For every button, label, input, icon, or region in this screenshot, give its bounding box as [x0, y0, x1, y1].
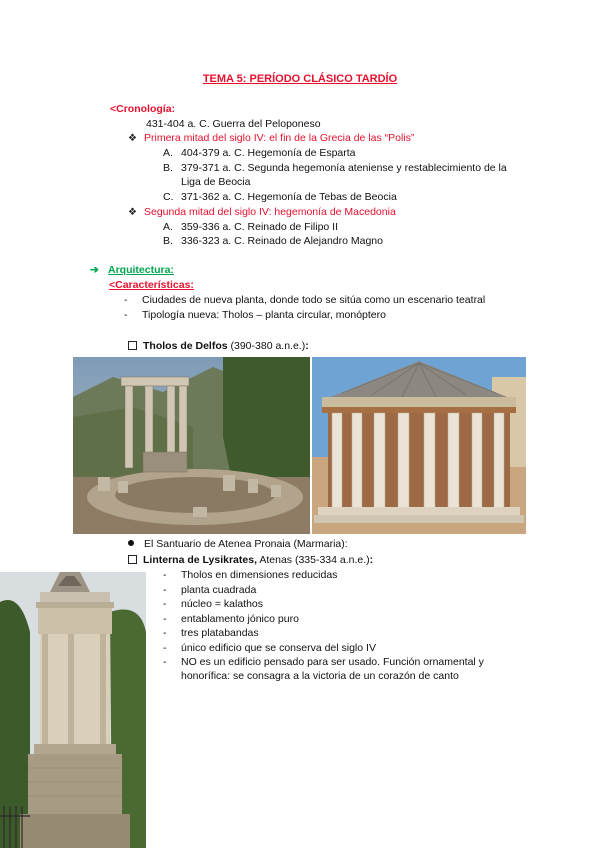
list-item: - único edificio que se conserva del siglo IV: [163, 642, 376, 654]
page-title: TEMA 5: PERÍODO CLÁSICO TARDÍO: [202, 73, 398, 85]
list-item: - Ciudades de nueva planta, donde todo se sitúa como un escenario teatral: [124, 294, 486, 306]
list-item: C. 371-362 a. C. Hegemonía de Tebas de Beocia: [163, 191, 397, 203]
chronology-section-1: [128, 131, 414, 146]
chronology-heading: <Cronología:: [110, 103, 176, 115]
lysikrates-monument-photo: [0, 572, 146, 848]
list-item: A. 359-336 a. C. Reinado de Filipo II: [163, 221, 339, 233]
tholos-reconstruction-photo: [312, 357, 526, 534]
list-item: - entablamento jónico puro: [163, 613, 299, 625]
architecture-heading: Arquitectura:: [108, 264, 174, 276]
diamond-bullet-icon: ❖: [128, 133, 137, 144]
list-item-continuation: Liga de Beocia: [181, 176, 251, 188]
characteristics-heading: <Características:: [109, 279, 194, 291]
list-item: - tres platabandas: [163, 627, 259, 639]
checkbox-icon: [128, 555, 137, 564]
chronology-section-2: [128, 205, 396, 220]
architecture-heading-row: [90, 263, 174, 277]
tholos-caption: El Santuario de Atenea Pronaia (Marmaria):: [128, 537, 348, 551]
checkbox-icon: [128, 341, 137, 350]
diamond-bullet-icon: ❖: [128, 207, 137, 218]
list-item: B. 379-371 a. C. Segunda hegemonía ateniense y restablecimiento de la: [163, 162, 507, 174]
list-item: - Tholos en dimensiones reducidas: [163, 569, 338, 581]
lysikrates-heading: Linterna de Lysikrates, Atenas (335-334 a.n.e.):: [128, 553, 373, 567]
tholos-ruins-photo: [73, 357, 310, 534]
chronology-intro: 431-404 a. C. Guerra del Peloponeso: [146, 118, 321, 130]
bullet-icon: [128, 540, 134, 546]
list-item: A. 404-379 a. C. Hegemonía de Esparta: [163, 147, 356, 159]
tholos-heading: Tholos de Delfos (390-380 a.n.e.):: [128, 339, 309, 353]
list-item: - planta cuadrada: [163, 584, 257, 596]
list-item: - núcleo = kalathos: [163, 598, 264, 610]
section-2-title: Segunda mitad del siglo IV: hegemonía de Macedonia: [144, 206, 396, 218]
list-item: B. 336-323 a. C. Reinado de Alejandro Magno: [163, 235, 383, 247]
list-item: - Tipología nueva: Tholos – planta circular, monóptero: [124, 309, 386, 321]
list-item: - NO es un edificio pensado para ser usado. Función ornamental y: [163, 656, 484, 668]
arrow-right-icon: ➔: [90, 264, 99, 276]
section-1-title: Primera mitad del siglo IV: el fin de la Grecia de las “Polis”: [144, 132, 415, 144]
list-item-continuation: honorífica: se consagra a la victoria de un corazón de canto: [181, 670, 459, 682]
